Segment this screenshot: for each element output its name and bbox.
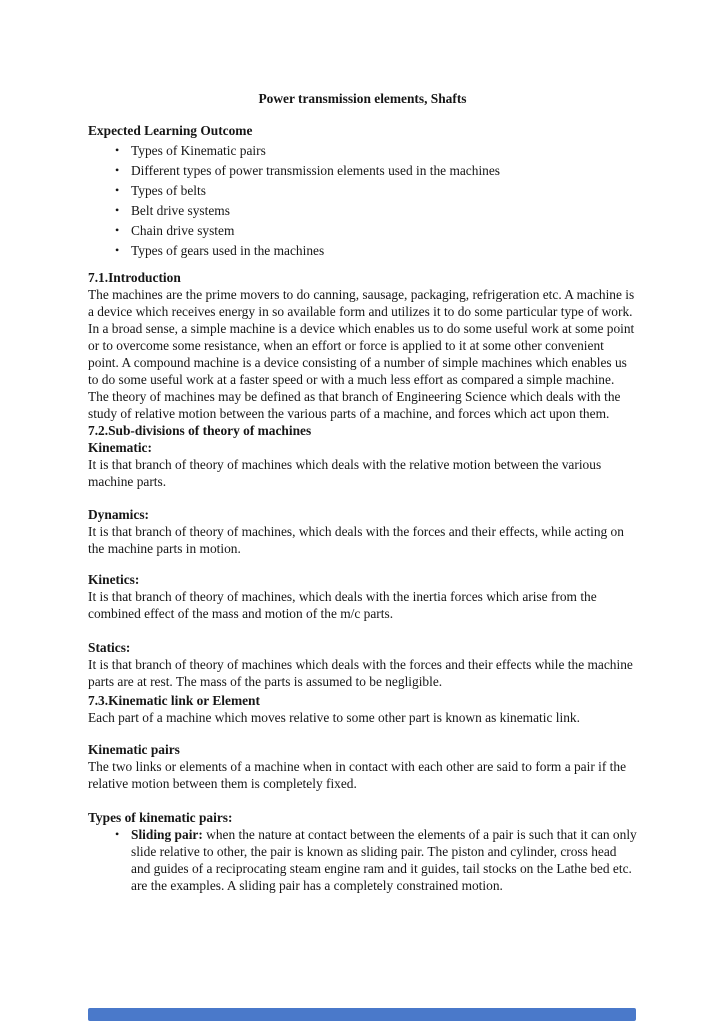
bullet-icon: • — [115, 143, 120, 157]
list-item — [88, 162, 637, 179]
list-item — [88, 182, 637, 199]
bullet-icon: • — [115, 243, 120, 257]
list-item — [88, 142, 637, 159]
list-item-text: Types of Kinematic pairs — [131, 143, 266, 158]
list-item-text: Belt drive systems — [131, 203, 230, 218]
statics-paragraph: It is that branch of theory of machines which deals with the forces and their effects while the machine parts are at rest. The mass of the parts is assumed to be negligible. — [88, 657, 633, 689]
heading-subdivisions: 7.2.Sub-divisions of theory of machines — [88, 423, 312, 438]
kinematic-pairs-paragraph: The two links or elements of a machine when in contact with each other are said to form a pair if the relative motion between them is completely fixed. — [88, 759, 627, 791]
bullet-icon: • — [115, 203, 120, 217]
heading-introduction: 7.1.Introduction — [88, 270, 181, 285]
heading-kinetics: Kinetics: — [88, 572, 140, 587]
sliding-pair-label: Sliding pair: — [131, 827, 203, 842]
dynamics-paragraph: It is that branch of theory of machines, which deals with the forces and their effects, while acting on the machine parts in motion. — [88, 524, 624, 556]
list-item-text: Different types of power transmission elements used in the machines — [131, 163, 501, 178]
list-item-text: Types of gears used in the machines — [131, 243, 325, 258]
kinematic-paragraph: It is that branch of theory of machines which deals with the relative motion between the various machine parts. — [88, 457, 602, 489]
list-item — [88, 222, 637, 239]
next-page-blue-bar — [88, 1008, 636, 1021]
bullet-icon: • — [115, 827, 120, 841]
learning-outcomes-list — [88, 142, 637, 259]
introduction-paragraph: The machines are the prime movers to do canning, sausage, packaging, refrigeration etc. A machine is a device which receives energy in so available form and utilizes it to do some particular type of work. In a broad sense, a simple machine is a device which enables us to do some useful work at some point or to overcome some resistance, when an effort or force is applied to it at some other convenient point. A compound machine is a device consisting of a number of simple machines which enables us to do some useful work at a faster speed or with a much less effort as compared a simple machine. The theory of machines may be defined as that branch of Engineering Science which deals with the study of relative motion between the various parts of a machine, and forces which act upon them. — [88, 287, 635, 421]
heading-types-of-kinematic-pairs: Types of kinematic pairs: — [88, 810, 233, 825]
list-item — [88, 826, 637, 894]
kinematic-link-paragraph: Each part of a machine which moves relative to some other part is known as kinematic link. — [88, 710, 580, 725]
list-item — [88, 242, 637, 259]
page-title: Power transmission elements, Shafts — [258, 91, 467, 106]
list-item — [88, 202, 637, 219]
kinematic-pair-types-list — [88, 826, 637, 894]
sliding-pair-text: when the nature at contact between the elements of a pair is such that it can only slide relative to other, the pair is known as sliding pair. The piston and cylinder, cross head and guides of a reciprocating steam engine ram and it guides, tail stocks on the Lathe bed etc. are the examples. A sliding pair has a completely constrained motion. — [131, 827, 637, 893]
heading-statics: Statics: — [88, 640, 131, 655]
kinetics-paragraph: It is that branch of theory of machines, which deals with the inertia forces which arise from the combined effect of the mass and motion of the m/c parts. — [88, 589, 597, 621]
heading-kinematic: Kinematic: — [88, 440, 152, 455]
bullet-icon: • — [115, 183, 120, 197]
bullet-icon: • — [115, 223, 120, 237]
list-item-text: Chain drive system — [131, 223, 235, 238]
sliding-pair-item — [131, 826, 637, 894]
list-item-text: Types of belts — [131, 183, 206, 198]
heading-dynamics: Dynamics: — [88, 507, 149, 522]
heading-kinematic-link: 7.3.Kinematic link or Element — [88, 693, 260, 708]
heading-expected-learning-outcome: Expected Learning Outcome — [88, 123, 253, 138]
heading-kinematic-pairs: Kinematic pairs — [88, 742, 180, 757]
bullet-icon: • — [115, 163, 120, 177]
